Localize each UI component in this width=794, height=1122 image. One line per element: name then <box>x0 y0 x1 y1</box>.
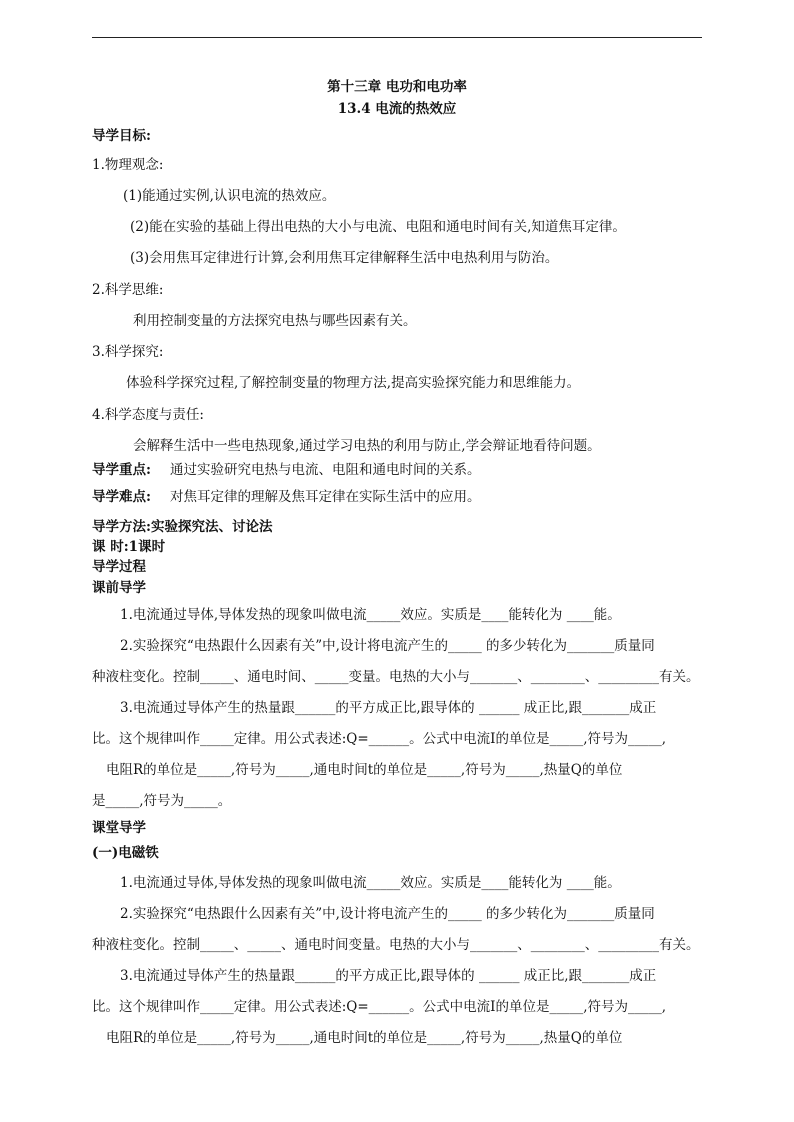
difficulty-text: 对焦耳定律的理解及焦耳定律在实际生活中的应用。 <box>170 489 481 505</box>
header-rule <box>92 37 702 38</box>
in-class-heading: 课堂导学 <box>92 820 146 836</box>
objective-4-title: 4.科学态度与责任: <box>92 407 204 423</box>
objectives-heading: 导学目标: <box>92 128 151 144</box>
key-point-text: 通过实验研究电热与电流、电阻和通电时间的关系。 <box>170 462 481 478</box>
in-class-q3-a: 3.电流通过导体产生的热量跟______的平方成正比,跟导体的 ______ 成正比,跟_______成正 <box>120 968 657 984</box>
difficulty-label: 导学难点: <box>92 489 151 505</box>
pre-class-q3-a: 3.电流通过导体产生的热量跟______的平方成正比,跟导体的 ______ 成正比,跟_______成正 <box>120 700 657 716</box>
objective-2-title: 2.科学思维: <box>92 282 164 298</box>
objective-3-text: 体验科学探究过程,了解控制变量的物理方法,提高实验探究能力和思维能力。 <box>126 375 581 391</box>
objective-1-a: (1)能通过实例,认识电流的热效应。 <box>123 188 336 204</box>
method-line: 导学方法:实验探究法、讨论法 <box>92 519 273 535</box>
pre-class-heading: 课前导学 <box>92 580 146 596</box>
key-point-label: 导学重点: <box>92 462 151 478</box>
in-class-q2-a: 2.实验探究“电热跟什么因素有关”中,设计将电流产生的_____ 的多少转化为_______质量同 <box>120 906 655 922</box>
objective-1-b: (2)能在实验的基础上得出电热的大小与电流、电阻和通电时间有关,知道焦耳定律。 <box>130 219 626 235</box>
pre-class-q1: 1.电流通过导体,导体发热的现象叫做电流_____效应。实质是____能转化为 ____能。 <box>120 607 621 623</box>
section-title: 13.4 电流的热效应 <box>337 101 457 117</box>
objective-2-text: 利用控制变量的方法探究电热与哪些因素有关。 <box>133 313 417 329</box>
pre-class-q2-a: 2.实验探究“电热跟什么因素有关”中,设计将电流产生的_____ 的多少转化为_______质量同 <box>120 638 655 654</box>
objective-1-c: (3)会用焦耳定律进行计算,会利用焦耳定律解释生活中电热利用与防治。 <box>130 250 559 266</box>
pre-class-q2-b: 种液柱变化。控制_____、通电时间、_____变量。电热的大小与_______、________、_________有关。 <box>92 669 700 685</box>
pre-class-q3-b: 比。这个规律叫作_____定律。用公式表述:Q=______。公式中电流Ⅰ的单位是_____,符号为_____, <box>92 731 667 747</box>
in-class-q3-c: 电阻R的单位是_____,符号为_____,通电时间t的单位是_____,符号为_____,热量Q的单位 <box>106 1030 623 1046</box>
in-class-q3-b: 比。这个规律叫作_____定律。用公式表述:Q=______。公式中电流Ⅰ的单位是_____,符号为_____, <box>92 999 667 1015</box>
chapter-title: 第十三章 电功和电功率 <box>327 79 467 95</box>
process-heading: 导学过程 <box>92 559 146 575</box>
in-class-q1: 1.电流通过导体,导体发热的现象叫做电流_____效应。实质是____能转化为 ____能。 <box>120 875 621 891</box>
pre-class-q3-d: 是_____,符号为_____。 <box>92 793 232 809</box>
objective-4-text: 会解释生活中一些电热现象,通过学习电热的利用与防止,学会辩证地看待问题。 <box>133 438 601 454</box>
objective-3-title: 3.科学探究: <box>92 344 164 360</box>
in-class-subheading: (一)电磁铁 <box>92 845 159 861</box>
lesson-time: 课 时:1课时 <box>92 539 166 555</box>
in-class-q2-b: 种液柱变化。控制_____、_____、通电时间变量。电热的大小与_______、________、_________有关。 <box>92 937 700 953</box>
pre-class-q3-c: 电阻R的单位是_____,符号为_____,通电时间t的单位是_____,符号为_____,热量Q的单位 <box>106 762 623 778</box>
objective-1-title: 1.物理观念: <box>92 157 164 173</box>
